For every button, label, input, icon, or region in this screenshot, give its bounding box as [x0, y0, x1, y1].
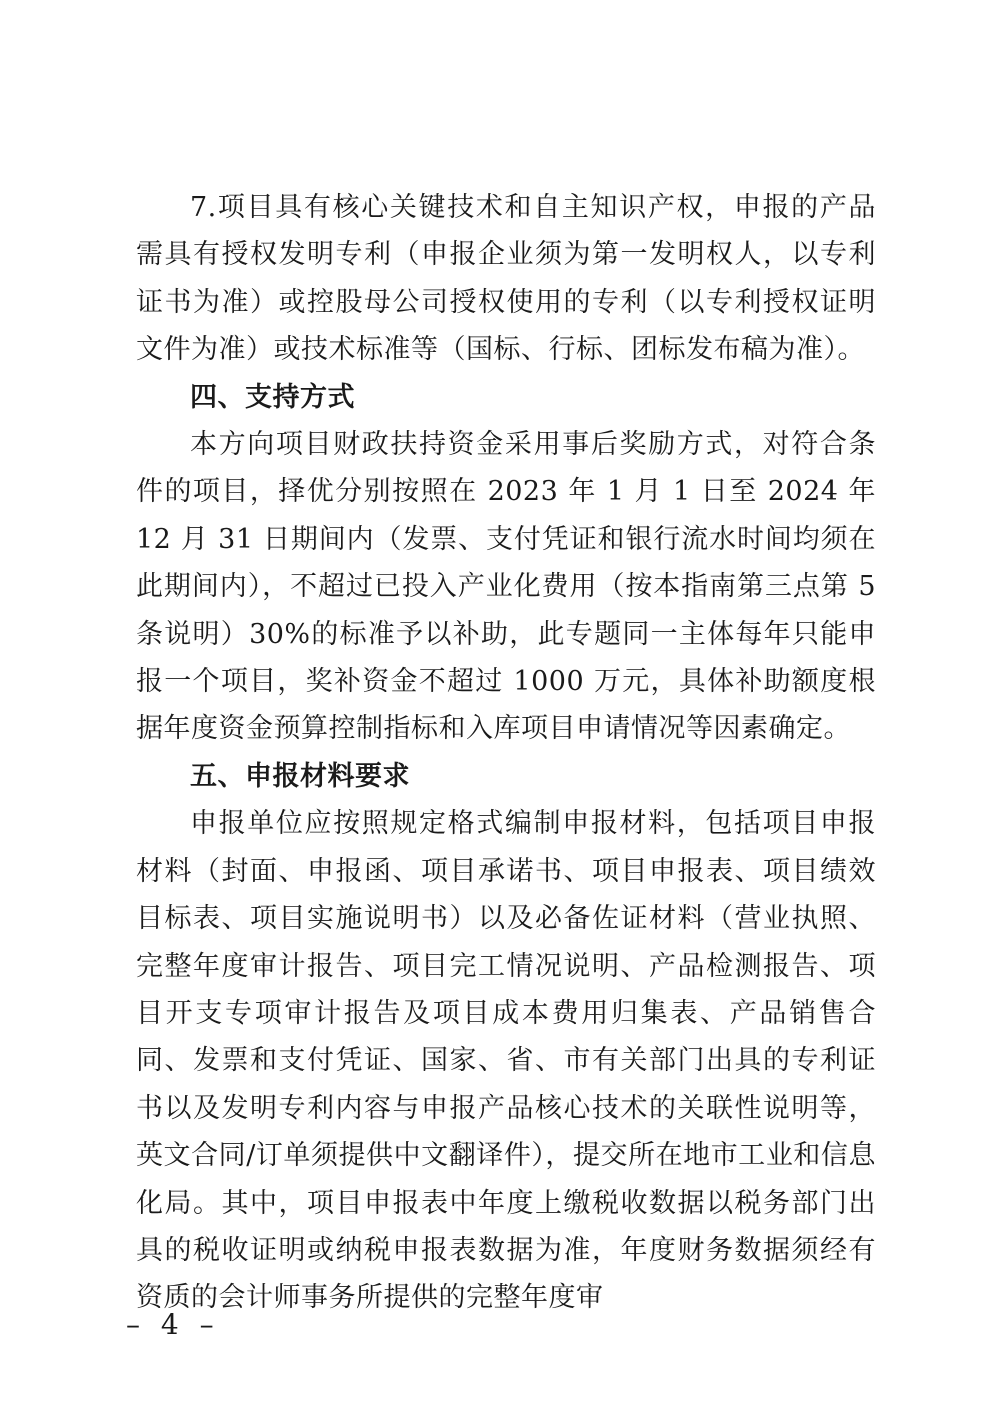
document-body — [136, 184, 876, 1322]
section-heading-support-method: 四、支持方式 — [190, 381, 355, 413]
page-number: – 4 – — [126, 1308, 220, 1341]
paragraph-support-method: 本方向项目财政扶持资金采用事后奖励方式，对符合条件的项目，择优分别按照在 2023 年 1 月 1 日至 2024 年 12 月 31 日期间内（发票、支付凭证和银行流水时间均须在此期间内），不超过已投入产业化费用（按本指南第三点第 5 条说明）30%的标准予以补助，此专题同一主体每年只能申报一个项目，奖补资金不超过 1000 万元，具体补助额度根据年度资金预算控制指标和入库项目申请情况等因素确定。 — [136, 429, 876, 745]
paragraph-item-7: 7.项目具有核心关键技术和自主知识产权，申报的产品需具有授权发明专利（申报企业须为第一发明权人，以专利证书为准）或控股母公司授权使用的专利（以专利授权证明文件为准）或技术标准等（国标、行标、团标发布稿为准）。 — [136, 192, 876, 366]
paragraph-application-materials: 申报单位应按照规定格式编制申报材料，包括项目申报材料（封面、申报函、项目承诺书、项目申报表、项目绩效目标表、项目实施说明书）以及必备佐证材料（营业执照、完整年度审计报告、项目完工情况说明、产品检测报告、项目开支专项审计报告及项目成本费用归集表、产品销售合同、发票和支付凭证、国家、省、市有关部门出具的专利证书以及发明专利内容与申报产品核心技术的关联性说明等，英文合同/订单须提供中文翻译件），提交所在地市工业和信息化局。其中，项目申报表中年度上缴税收数据以税务部门出具的税收证明或纳税申报表数据为准，年度财务数据须经有资质的会计师事务所提供的完整年度审 — [136, 808, 876, 1314]
section-heading-application-materials: 五、申报材料要求 — [190, 760, 410, 792]
